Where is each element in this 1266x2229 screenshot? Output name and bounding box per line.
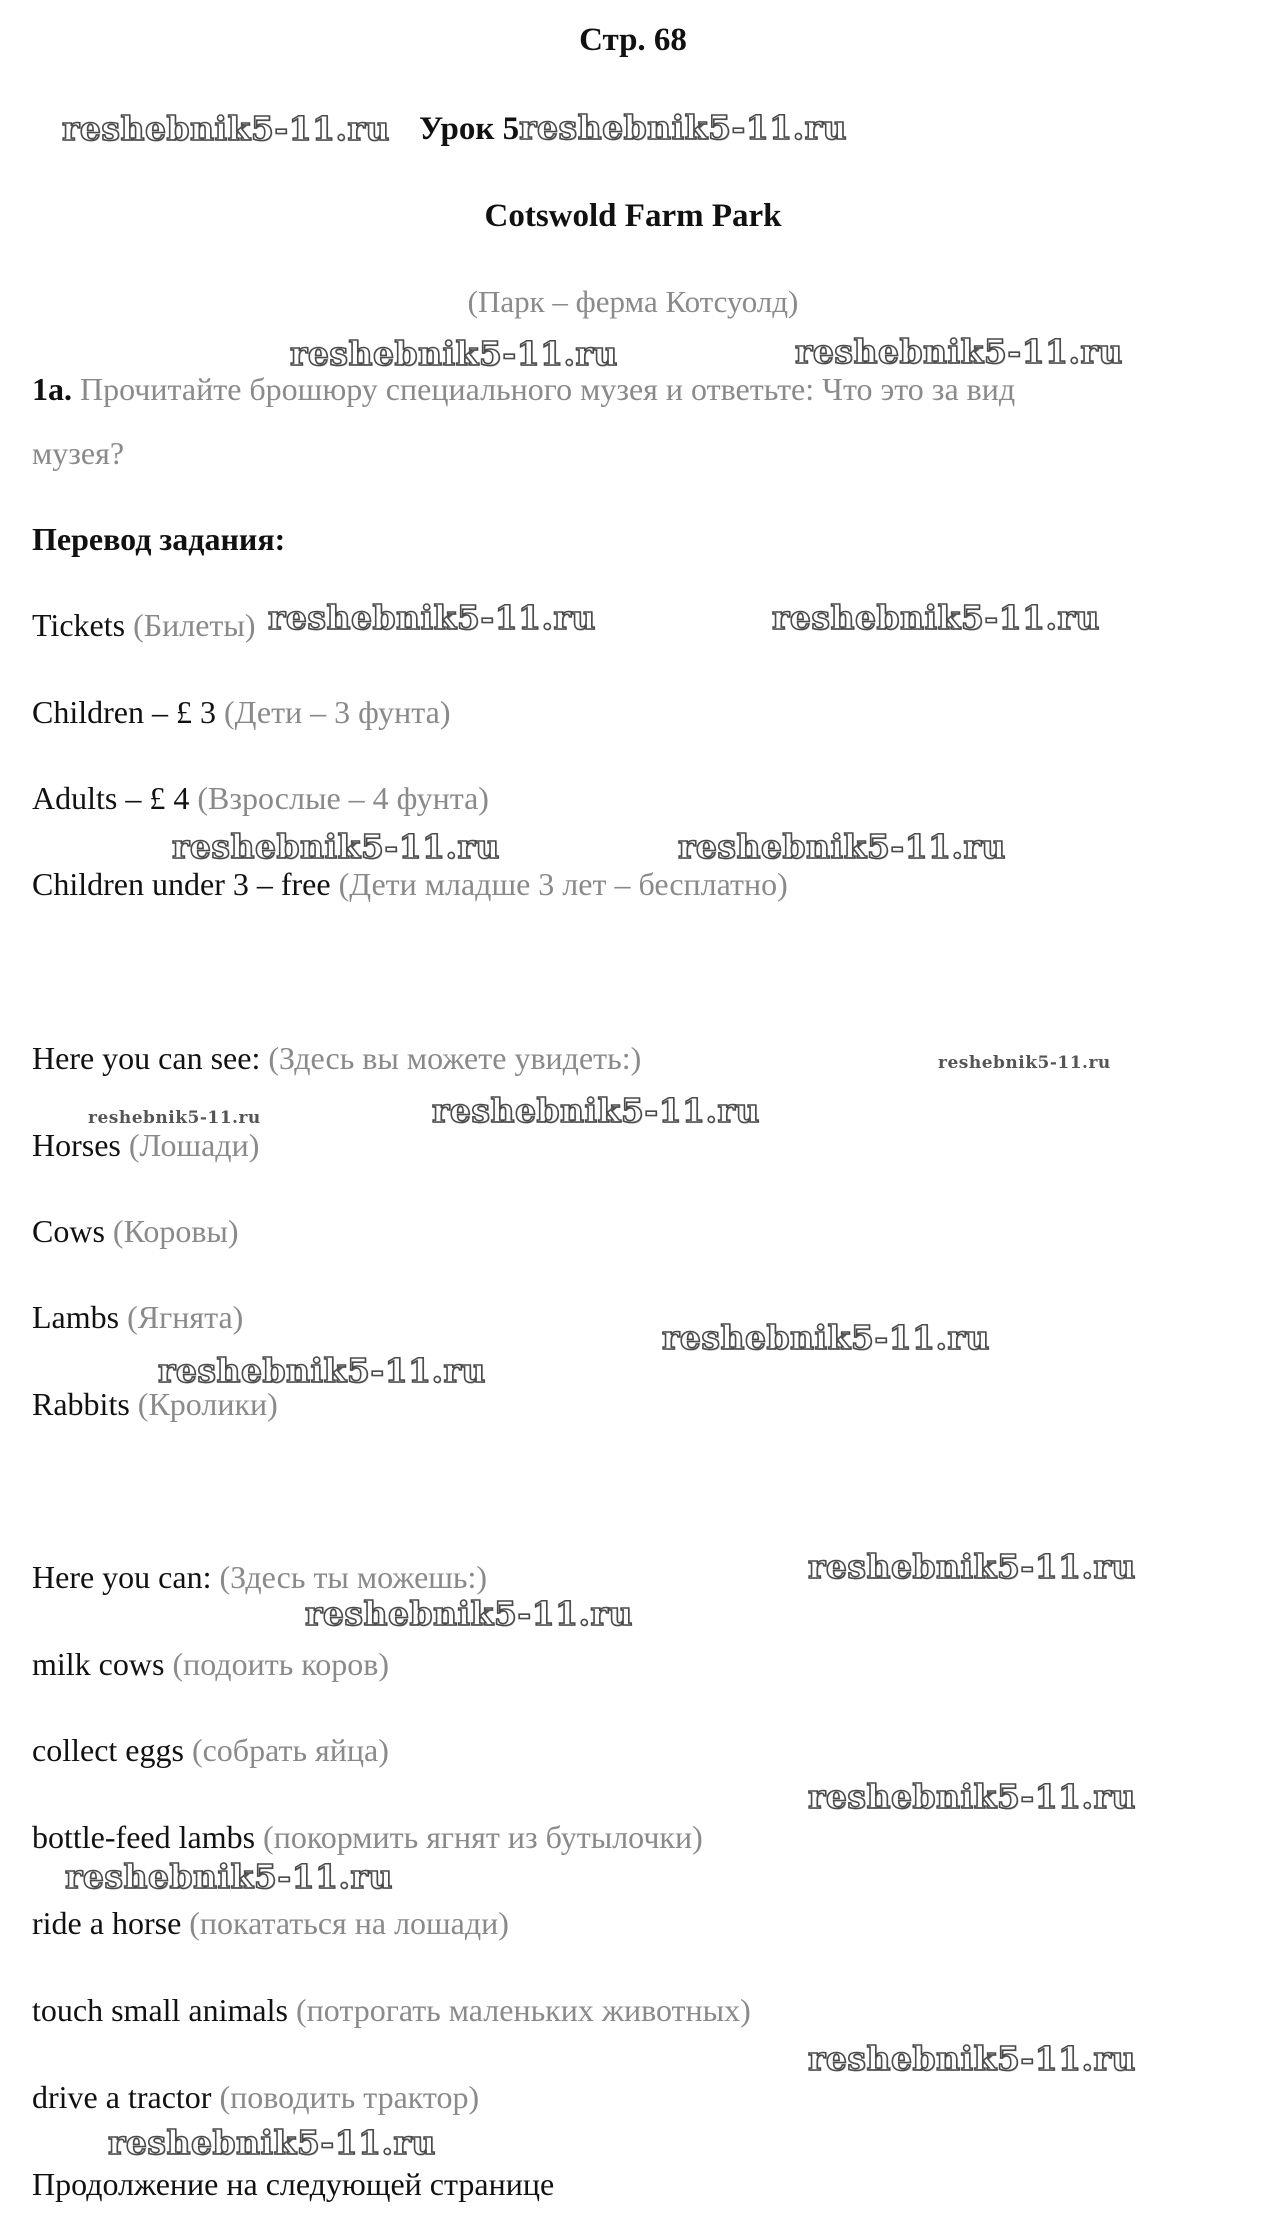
task-line-1 [32, 373, 1015, 405]
can-item [32, 1907, 509, 1939]
see-header [32, 1042, 641, 1074]
can-item [32, 1994, 751, 2026]
can-item-ru: (покататься на лошади) [181, 1905, 509, 1941]
see-item-en: Rabbits [32, 1386, 130, 1422]
can-header-ru: (Здесь ты можешь:) [211, 1559, 488, 1595]
watermark: reshebnik5-11.ru [432, 1091, 760, 1130]
see-item-ru: (Кролики) [129, 1386, 278, 1422]
watermark: reshebnik5-11.ru [268, 598, 596, 637]
can-item-en: ride a horse [32, 1905, 182, 1941]
tickets-header-ru: (Билеты) [125, 607, 256, 643]
see-header-en: Here you can see: [32, 1040, 261, 1076]
ticket-item-en: Children – £ 3 [32, 694, 216, 730]
see-item-en: Lambs [32, 1299, 120, 1335]
watermark: reshebnik5-11.ru [65, 1857, 393, 1896]
task-number: 1a. [32, 371, 72, 407]
watermark: reshebnik5-11.ru [808, 1547, 1136, 1586]
can-item-ru: (собрать яйца) [183, 1732, 389, 1768]
can-item-en: drive a tractor [32, 2079, 212, 2115]
watermark: reshebnik5-11.ru [808, 1777, 1136, 1816]
page-heading-translation: (Парк – ферма Котсуолд) [467, 284, 799, 319]
can-item-en: collect eggs [32, 1732, 184, 1768]
see-item-en: Horses [32, 1127, 121, 1163]
ticket-item-ru: (Дети младше 3 лет – бесплатно) [330, 866, 788, 902]
watermark: reshebnik5-11.ru [172, 827, 500, 866]
ticket-item-ru: (Дети – 3 фунта) [215, 694, 451, 730]
watermark: reshebnik5-11.ru [158, 1351, 486, 1390]
watermark: reshebnik5-11.ru [290, 334, 618, 373]
page-heading: Cotswold Farm Park [484, 198, 782, 234]
watermark: reshebnik5-11.ru [808, 2039, 1136, 2078]
watermark: reshebnik5-11.ru [88, 1108, 261, 1128]
see-item [32, 1129, 259, 1161]
ticket-item-ru: (Взрослые – 4 фунта) [189, 780, 489, 816]
watermark: reshebnik5-11.ru [938, 1053, 1111, 1073]
tickets-header-en: Tickets [32, 607, 126, 643]
see-item-ru: (Лошади) [120, 1127, 260, 1163]
ticket-item-en: Children under 3 – free [32, 866, 331, 902]
can-item-ru: (потрогать маленьких животных) [287, 1992, 751, 2028]
see-item-ru: (Коровы) [104, 1213, 239, 1249]
watermark: reshebnik5-11.ru [305, 1594, 633, 1633]
can-item-ru: (покормить ягнят из бутылочки) [255, 1819, 703, 1855]
can-item [32, 1734, 389, 1766]
can-item-en: milk cows [32, 1646, 165, 1682]
translation-header: Перевод задания: [32, 521, 286, 557]
watermark: reshebnik5-11.ru [108, 2123, 436, 2162]
can-item [32, 2081, 479, 2113]
can-item [32, 1648, 389, 1680]
can-header [32, 1561, 487, 1593]
watermark: reshebnik5-11.ru [62, 109, 390, 148]
continue-note: Продолжение на следующей странице [32, 2166, 555, 2202]
can-item-ru: (подоить коров) [164, 1646, 389, 1682]
see-header-ru: (Здесь вы можете увидеть:) [260, 1040, 642, 1076]
tickets-header [32, 609, 256, 641]
task-line-2: музея? [32, 435, 125, 471]
can-item-en: touch small animals [32, 1992, 288, 2028]
see-item [32, 1215, 239, 1247]
can-item-en: bottle-feed lambs [32, 1819, 256, 1855]
watermark: reshebnik5-11.ru [772, 598, 1100, 637]
see-item [32, 1388, 278, 1420]
watermark: reshebnik5-11.ru [519, 108, 847, 147]
watermark: reshebnik5-11.ru [662, 1318, 990, 1357]
task-text: Прочитайте брошюру специального музея и ответьте: Что это за вид [72, 371, 1016, 407]
watermark: reshebnik5-11.ru [678, 827, 1006, 866]
page-title: Стр. 68 [579, 22, 687, 58]
can-header-en: Here you can: [32, 1559, 212, 1595]
can-item [32, 1821, 703, 1853]
ticket-item [32, 868, 788, 900]
see-item [32, 1301, 243, 1333]
ticket-item-en: Adults – £ 4 [32, 780, 190, 816]
see-item-ru: (Ягнята) [119, 1299, 244, 1335]
see-item-en: Cows [32, 1213, 105, 1249]
lesson-label: Урок 5 [418, 111, 520, 147]
watermark: reshebnik5-11.ru [795, 332, 1123, 371]
ticket-item [32, 782, 489, 814]
can-item-ru: (поводить трактор) [211, 2079, 480, 2115]
ticket-item [32, 696, 450, 728]
